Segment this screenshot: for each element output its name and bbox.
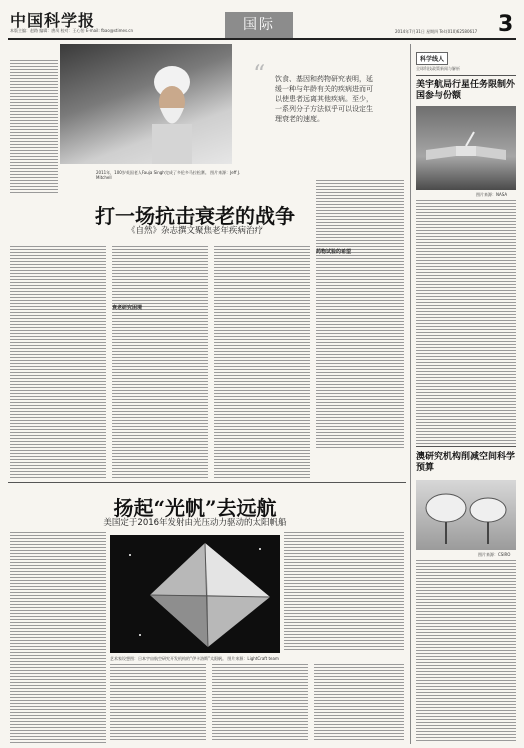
lead-subheadline: 《自然》杂志撰文聚焦老年疾病治疗 [126, 226, 263, 236]
radio-dish-photo [416, 480, 516, 550]
lead-headline: 打一场抗击衰老的战争 [95, 204, 295, 228]
sidebar-kicker: 科学线人 [416, 52, 448, 65]
newspaper-logo: 中国科学报 [10, 11, 96, 30]
lead-photo-caption: 2011年，100岁英国老人Fauja Singh完成了多伦多马拉松赛。 图片来源：Jeff J. Mitchell [96, 170, 241, 180]
sidebar-divider [410, 44, 411, 744]
quote-mark-icon: “ [253, 60, 266, 88]
masthead-rule [8, 38, 516, 40]
sail-body-col-3 [110, 664, 206, 742]
solar-sail-icon [110, 535, 280, 653]
sail-caption: 艺术家设想图：日本宇宙航空研究开发机构的“伊卡洛斯”太阳帆。 图片来源：LightCraft team [110, 656, 279, 661]
pull-quote: 饮食、基因和药物研究表明，延缓一种与年龄有关的疾病进而可以使患者远离其他疾病。至少，一系列分子方法似乎可以设定生理衰老的速度。 [275, 75, 373, 123]
solar-sail-subheadline: 美国定于2016年发射由光压动力驱动的太阳帆船 [103, 518, 287, 528]
sail-body-col-1 [10, 532, 106, 745]
page-number: 3 [498, 12, 514, 37]
section-tab: 国际 [225, 12, 293, 38]
lead-body-col-1 [10, 246, 106, 480]
runner-figure-icon [60, 44, 232, 164]
lead-body-col-4 [316, 180, 404, 450]
date-line: 2014年7月31日 星期四 Tel:(010)62580617 [395, 29, 478, 34]
radio-dish-icon [416, 480, 516, 550]
lead-subhead-2: 药物试验的希望 [316, 249, 352, 255]
sail-body-col-2 [284, 532, 404, 652]
sidebar-kicker-sub: 全球科技政策新闻与解析 [416, 66, 460, 71]
sail-body-col-4 [212, 664, 308, 742]
sidebar-headline-2: 澳研究机构削减空间科学预算 [416, 452, 516, 473]
lead-body-col-0 [10, 60, 58, 195]
sidebar-rule [416, 75, 516, 76]
lead-photo [60, 44, 232, 164]
lead-body-col-2 [112, 246, 208, 480]
solar-sail-headline: 扬起“光帆”去远航 [113, 496, 277, 520]
mars-lander-photo [416, 106, 516, 190]
lead-subhead-1: 衰老研究困境 [112, 305, 143, 311]
sidebar-photo-credit: 图片来源：NASA [476, 192, 508, 197]
sidebar-rule-2 [416, 446, 516, 447]
sidebar-photo-credit-2: 图片来源：CSIRO [478, 552, 511, 557]
sidebar-body-1 [416, 200, 516, 446]
sidebar-body-2 [416, 560, 516, 743]
sail-body-col-5 [314, 664, 404, 742]
solar-sail-image [110, 535, 280, 653]
lander-icon [416, 106, 516, 190]
editor-line: 本版主编：赵路 编辑：唐凤 校对：王心怡 E-mail: fbao@stimes.cn [10, 28, 134, 33]
sidebar-headline: 美宇航局行星任务限制外国参与份额 [416, 80, 516, 101]
lead-body-col-3 [214, 246, 310, 480]
story-divider [8, 482, 406, 483]
